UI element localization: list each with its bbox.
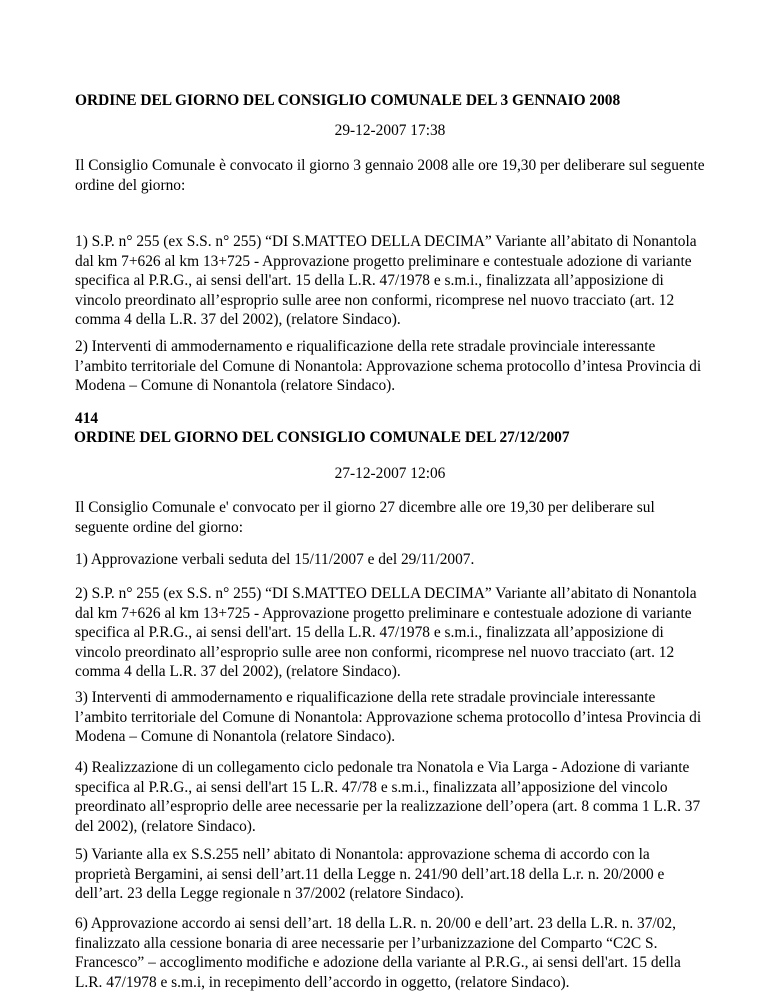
section1-item-1: 1) S.P. n° 255 (ex S.S. n° 255) “DI S.MATTEO DELLA DECIMA” Variante all’abitato di Nonantola dal km 7+626 al km 13+725 - Approvazione progetto preliminare e contestuale adozione di variante specifica al P.R.G., ai sensi dell'art. 15 della L.R. 47/1978 e s.m.i., finalizzata all’apposizione di vincolo preordinato all’esproprio sulle aree non conformi, ricomprese nel nuovo tracciato (art. 12 comma 4 della L.R. 37 del 2002), (relatore Sindaco). [75, 233, 697, 328]
section1-title: ORDINE DEL GIORNO DEL CONSIGLIO COMUNALE DEL 3 GENNAIO 2008 [75, 92, 621, 109]
section2-item-3: 3) Interventi di ammodernamento e riqualificazione della rete stradale provinciale interessante l’ambito territoriale del Comune di Nonantola: Approvazione schema protocollo d’intesa Provincia di Modena – Comune di Nonantola (relatore Sindaco). [75, 689, 702, 745]
section2-number: 414 [75, 410, 99, 427]
section2-item-2: 2) S.P. n° 255 (ex S.S. n° 255) “DI S.MATTEO DELLA DECIMA” Variante all’abitato di Nonantola dal km 7+626 al km 13+725 - Approvazione progetto preliminare e contestuale adozione di variante specifica al P.R.G., ai sensi dell'art. 15 della L.R. 47/1978 e s.m.i., finalizzata all’apposizione di vincolo preordinato all’esproprio sulle aree non conformi, ricomprese nel nuovo tracciato (art. 12 comma 4 della L.R. 37 del 2002), (relatore Sindaco). [75, 585, 697, 680]
section2-title: ORDINE DEL GIORNO DEL CONSIGLIO COMUNALE DEL 27/12/2007 [74, 429, 570, 446]
section1-datetime: 29-12-2007 17:38 [334, 122, 446, 139]
section2-intro: Il Consiglio Comunale e' convocato per il giorno 27 dicembre alle ore 19,30 per deliberare sul seguente ordine del giorno: [75, 499, 655, 536]
section2-datetime: 27-12-2007 12:06 [334, 465, 446, 482]
section2-item-1: 1) Approvazione verbali seduta del 15/11/2007 e del 29/11/2007. [75, 551, 475, 568]
section1-item-2: 2) Interventi di ammodernamento e riqualificazione della rete stradale provinciale interessante l’ambito territoriale del Comune di Nonantola: Approvazione schema protocollo d’intesa Provincia di Modena – Comune di Nonantola (relatore Sindaco). [75, 338, 702, 394]
section2-item-5: 5) Variante alla ex S.S.255 nell’ abitato di Nonantola: approvazione schema di accordo con la proprietà Bergamini, ai sensi dell’art.11 della Legge n. 241/90 dell’art.18 della L.r. n. 20/2000 e dell’art. 23 della Legge regionale n 37/2002 (relatore Sindaco). [75, 846, 665, 902]
section2-item-4: 4) Realizzazione di un collegamento ciclo pedonale tra Nonatola e Via Larga - Adozione di variante specifica al P.R.G., ai sensi dell'art 15 L.R. 47/78 e s.m.i., finalizzata all’apposizione del vincolo preordinato all’esproprio delle aree necessarie per la realizzazione dell’opera (art. 8 comma 1 L.R. 37 del 2002), (relatore Sindaco). [75, 759, 701, 835]
section2-item-6: 6) Approvazione accordo ai sensi dell’art. 18 della L.R. n. 20/00 e dell’art. 23 della L.R. n. 37/02, finalizzato alla cessione bonaria di aree necessarie per l’urbanizzazione del Comparto “C2C S. Francesco” – accoglimento modifiche e adozione della variante al P.R.G., ai sensi dell'art. 15 della L.R. 47/1978 e s.m.i, in recepimento dell’accordo in oggetto, (relatore Sindaco). [75, 915, 681, 991]
section1-intro: Il Consiglio Comunale è convocato il giorno 3 gennaio 2008 alle ore 19,30 per deliberare sul seguente ordine del giorno: [75, 157, 705, 194]
